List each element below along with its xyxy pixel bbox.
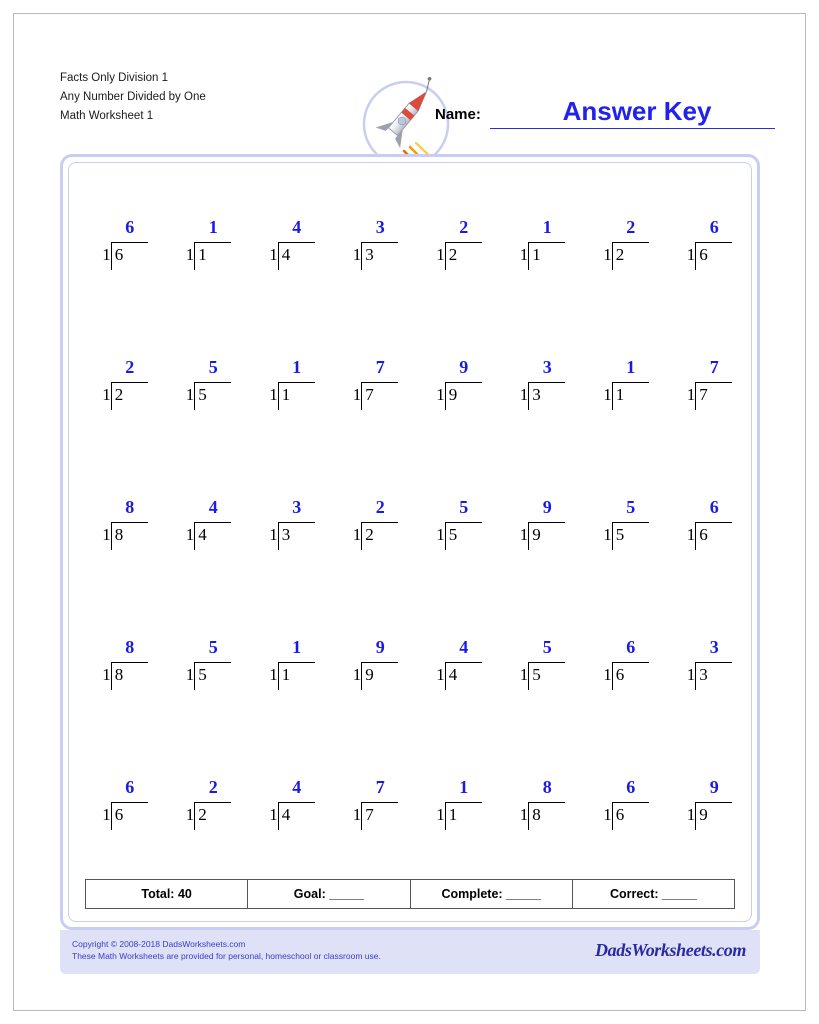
divisor: 1	[686, 805, 696, 824]
division-bar-icon	[612, 382, 649, 383]
divisor: 1	[185, 665, 195, 684]
long-division-bracket	[259, 777, 317, 839]
dividend: 3	[365, 245, 374, 264]
division-bar-icon	[445, 242, 482, 243]
division-bracket-icon	[361, 662, 362, 690]
division-bar-icon	[695, 522, 732, 523]
quotient-answer: 5	[542, 637, 552, 657]
division-bracket-icon	[612, 802, 613, 830]
divisor: 1	[603, 525, 612, 544]
division-bar-icon	[528, 802, 565, 803]
dividend: 7	[699, 385, 708, 404]
quotient-answer: 6	[125, 217, 135, 237]
division-bar-icon	[445, 802, 482, 803]
division-problem	[664, 207, 748, 347]
division-bar-icon	[612, 662, 649, 663]
division-bracket-icon	[445, 382, 446, 410]
quotient-answer: 1	[208, 217, 218, 237]
division-bracket-icon	[111, 802, 112, 830]
division-bracket-icon	[445, 242, 446, 270]
brand-logo: DadsWorksheets.com	[595, 940, 746, 960]
divisor: 1	[352, 665, 362, 684]
divisor: 1	[686, 245, 696, 264]
quotient-answer: 9	[542, 497, 552, 517]
long-division-bracket	[92, 497, 150, 559]
dividend: 5	[615, 525, 625, 544]
division-problem	[580, 487, 664, 627]
quotient-answer: 6	[709, 217, 719, 237]
long-division-bracket	[593, 217, 651, 279]
division-problem	[330, 207, 414, 347]
divisor: 1	[269, 385, 278, 404]
quotient-answer: 1	[292, 357, 302, 377]
dividend: 2	[198, 805, 207, 824]
long-division-bracket	[509, 497, 567, 559]
division-problem	[330, 627, 414, 767]
division-bar-icon	[612, 522, 649, 523]
long-division-bracket	[175, 357, 233, 419]
division-problem	[246, 347, 330, 487]
quotient-answer: 4	[292, 777, 302, 797]
divisor: 1	[102, 525, 111, 544]
division-bar-icon	[361, 382, 398, 383]
long-division-bracket	[509, 637, 567, 699]
long-division-bracket	[92, 637, 150, 699]
quotient-answer: 7	[375, 357, 385, 377]
long-division-bracket	[342, 217, 400, 279]
quotient-answer: 6	[626, 637, 636, 657]
dividend: 2	[365, 525, 374, 544]
divisor: 1	[185, 805, 195, 824]
division-bar-icon	[695, 242, 732, 243]
copyright-line-2: These Math Worksheets are provided for personal, homeschool or classroom use.	[72, 951, 381, 961]
answer-key-title: Answer Key	[562, 96, 712, 126]
quotient-answer: 2	[459, 217, 469, 237]
dividend: 8	[114, 665, 124, 684]
division-bracket-icon	[528, 382, 529, 410]
long-division-bracket	[509, 217, 567, 279]
quotient-answer: 5	[459, 497, 469, 517]
division-bar-icon	[194, 662, 231, 663]
divisor: 1	[102, 805, 111, 824]
long-division-bracket	[92, 217, 150, 279]
long-division-bracket	[676, 637, 734, 699]
division-bar-icon	[528, 242, 565, 243]
division-problem	[79, 347, 163, 487]
division-bar-icon	[111, 802, 148, 803]
division-bar-icon	[612, 242, 649, 243]
long-division-bracket	[92, 357, 150, 419]
quotient-answer: 4	[292, 217, 302, 237]
divisor: 1	[436, 385, 445, 404]
dividend: 8	[532, 805, 541, 824]
long-division-bracket	[593, 497, 651, 559]
long-division-bracket	[175, 777, 233, 839]
long-division-bracket	[259, 357, 317, 419]
quotient-answer: 7	[375, 777, 385, 797]
division-bracket-icon	[528, 802, 529, 830]
long-division-bracket	[259, 497, 317, 559]
division-problem	[246, 487, 330, 627]
division-problem	[163, 207, 247, 347]
divisor: 1	[603, 385, 612, 404]
quotient-answer: 2	[125, 357, 135, 377]
division-problem	[497, 207, 581, 347]
divisor: 1	[686, 385, 696, 404]
problems-frame	[60, 154, 760, 930]
division-bar-icon	[528, 522, 565, 523]
division-bracket-icon	[361, 242, 362, 270]
quotient-answer: 3	[292, 497, 302, 517]
long-division-bracket	[175, 637, 233, 699]
dividend: 2	[448, 245, 458, 264]
divisor: 1	[352, 385, 362, 404]
dividend: 2	[615, 245, 625, 264]
division-bar-icon	[278, 662, 315, 663]
divisor: 1	[436, 245, 445, 264]
quotient-answer: 2	[208, 777, 218, 797]
quotient-answer: 4	[208, 497, 218, 517]
division-bracket-icon	[528, 242, 529, 270]
dividend: 5	[198, 665, 207, 684]
division-problem	[246, 627, 330, 767]
division-problem	[664, 487, 748, 627]
quotient-answer: 2	[626, 217, 636, 237]
division-problem	[163, 627, 247, 767]
division-bar-icon	[278, 242, 315, 243]
worksheet-footer	[60, 930, 760, 974]
division-bar-icon	[278, 522, 315, 523]
division-bracket-icon	[194, 242, 195, 270]
division-problem	[580, 207, 664, 347]
dividend: 9	[448, 385, 458, 404]
dividend: 5	[198, 385, 207, 404]
dividend: 3	[281, 525, 291, 544]
long-division-bracket	[426, 777, 484, 839]
score-complete[interactable]: Complete: _____	[411, 880, 573, 908]
dividend: 5	[448, 525, 458, 544]
division-problem	[580, 347, 664, 487]
long-division-bracket	[259, 637, 317, 699]
meta-line-subtitle: Any Number Divided by One	[60, 91, 206, 103]
division-bar-icon	[111, 522, 148, 523]
division-bar-icon	[194, 802, 231, 803]
quotient-answer: 6	[709, 497, 719, 517]
problems-grid	[79, 207, 747, 907]
division-bracket-icon	[695, 242, 696, 270]
dividend: 1	[281, 385, 291, 404]
dividend: 3	[532, 385, 541, 404]
quotient-answer: 9	[459, 357, 469, 377]
division-bar-icon	[445, 382, 482, 383]
copyright-text	[72, 938, 381, 962]
division-problem	[79, 627, 163, 767]
dividend: 2	[114, 385, 124, 404]
divisor: 1	[519, 665, 529, 684]
dividend: 4	[448, 665, 458, 684]
division-bar-icon	[695, 662, 732, 663]
quotient-answer: 3	[709, 637, 719, 657]
dividend: 6	[699, 245, 708, 264]
dividend: 9	[365, 665, 374, 684]
division-problem	[163, 347, 247, 487]
quotient-answer: 1	[459, 777, 469, 797]
long-division-bracket	[342, 777, 400, 839]
long-division-bracket	[593, 777, 651, 839]
divisor: 1	[269, 525, 278, 544]
worksheet-header	[14, 14, 805, 144]
divisor: 1	[686, 525, 696, 544]
score-correct[interactable]: Correct: _____	[609, 887, 697, 901]
divisor: 1	[352, 805, 362, 824]
long-division-bracket	[175, 217, 233, 279]
quotient-answer: 8	[125, 637, 135, 657]
division-bracket-icon	[194, 802, 195, 830]
dividend: 8	[114, 525, 124, 544]
division-bar-icon	[194, 242, 231, 243]
quotient-answer: 5	[626, 497, 636, 517]
long-division-bracket	[259, 217, 317, 279]
divisor: 1	[352, 525, 362, 544]
name-label: Name:	[435, 106, 481, 123]
divisor: 1	[436, 805, 445, 824]
division-bar-icon	[528, 382, 565, 383]
quotient-answer: 6	[125, 777, 135, 797]
division-bar-icon	[528, 662, 565, 663]
dividend: 9	[699, 805, 708, 824]
divisor: 1	[185, 385, 195, 404]
dividend: 6	[114, 805, 124, 824]
dividend: 1	[448, 805, 458, 824]
divisor: 1	[519, 385, 529, 404]
dividend: 6	[615, 805, 625, 824]
name-input-rule[interactable]	[490, 128, 775, 129]
divisor: 1	[102, 385, 111, 404]
long-division-bracket	[509, 777, 567, 839]
division-problem	[664, 627, 748, 767]
division-bracket-icon	[194, 662, 195, 690]
quotient-answer: 9	[375, 637, 385, 657]
dividend: 7	[365, 385, 374, 404]
division-bar-icon	[695, 382, 732, 383]
division-bar-icon	[695, 802, 732, 803]
quotient-answer: 3	[375, 217, 385, 237]
quotient-answer: 5	[208, 637, 218, 657]
divisor: 1	[352, 245, 362, 264]
division-bar-icon	[612, 802, 649, 803]
division-bar-icon	[361, 802, 398, 803]
division-bar-icon	[445, 662, 482, 663]
divisor: 1	[603, 805, 612, 824]
divisor: 1	[185, 245, 195, 264]
division-problem	[413, 487, 497, 627]
division-problem	[163, 487, 247, 627]
divisor: 1	[436, 525, 445, 544]
division-problem	[79, 207, 163, 347]
dividend: 4	[281, 805, 291, 824]
quotient-answer: 8	[125, 497, 135, 517]
division-bracket-icon	[445, 662, 446, 690]
division-bracket-icon	[528, 522, 529, 550]
divisor: 1	[436, 665, 445, 684]
division-problem	[79, 487, 163, 627]
divisor: 1	[102, 245, 111, 264]
divisor: 1	[269, 245, 278, 264]
divisor: 1	[519, 805, 529, 824]
quotient-answer: 6	[626, 777, 636, 797]
dividend: 1	[281, 665, 291, 684]
divisor: 1	[519, 525, 529, 544]
division-bracket-icon	[612, 242, 613, 270]
quotient-answer: 8	[542, 777, 552, 797]
long-division-bracket	[175, 497, 233, 559]
division-bracket-icon	[194, 522, 195, 550]
division-bar-icon	[361, 522, 398, 523]
division-bar-icon	[111, 242, 148, 243]
division-bracket-icon	[111, 662, 112, 690]
division-bracket-icon	[278, 382, 279, 410]
divisor: 1	[102, 665, 111, 684]
divisor: 1	[269, 665, 278, 684]
division-bracket-icon	[445, 802, 446, 830]
division-bracket-icon	[695, 802, 696, 830]
dividend: 5	[532, 665, 541, 684]
long-division-bracket	[426, 637, 484, 699]
long-division-bracket	[593, 357, 651, 419]
division-bracket-icon	[695, 382, 696, 410]
divisor: 1	[519, 245, 529, 264]
dividend: 3	[699, 665, 708, 684]
division-bracket-icon	[612, 522, 613, 550]
long-division-bracket	[676, 497, 734, 559]
division-bracket-icon	[111, 382, 112, 410]
long-division-bracket	[676, 777, 734, 839]
division-bracket-icon	[361, 382, 362, 410]
divisor: 1	[269, 805, 278, 824]
meta-line-worksheet-number: Math Worksheet 1	[60, 110, 154, 122]
quotient-answer: 3	[542, 357, 552, 377]
division-problem	[413, 347, 497, 487]
copyright-line-1: Copyright © 2008-2018 DadsWorksheets.com	[72, 939, 246, 949]
division-bracket-icon	[278, 242, 279, 270]
dividend: 7	[365, 805, 374, 824]
long-division-bracket	[593, 637, 651, 699]
dividend: 6	[114, 245, 124, 264]
meta-line-title: Facts Only Division 1	[60, 72, 169, 84]
score-goal[interactable]: Goal: _____	[248, 880, 410, 908]
division-bracket-icon	[361, 522, 362, 550]
long-division-bracket	[509, 357, 567, 419]
division-problem	[497, 487, 581, 627]
long-division-bracket	[342, 637, 400, 699]
long-division-bracket	[676, 357, 734, 419]
quotient-answer: 1	[626, 357, 636, 377]
dividend: 1	[532, 245, 541, 264]
division-bar-icon	[361, 242, 398, 243]
divisor: 1	[603, 245, 612, 264]
division-bar-icon	[278, 382, 315, 383]
quotient-answer: 4	[459, 637, 469, 657]
division-problem	[246, 207, 330, 347]
score-total: Total: 40	[86, 880, 248, 908]
division-bracket-icon	[111, 242, 112, 270]
long-division-bracket	[676, 217, 734, 279]
dividend: 1	[198, 245, 207, 264]
division-bracket-icon	[612, 382, 613, 410]
dividend: 6	[699, 525, 708, 544]
division-problem	[413, 207, 497, 347]
division-bracket-icon	[278, 522, 279, 550]
division-bracket-icon	[194, 382, 195, 410]
score-box	[85, 879, 735, 909]
division-bracket-icon	[528, 662, 529, 690]
long-division-bracket	[92, 777, 150, 839]
division-bracket-icon	[695, 522, 696, 550]
division-bracket-icon	[278, 802, 279, 830]
division-problem	[413, 627, 497, 767]
division-problem	[497, 627, 581, 767]
divisor: 1	[185, 525, 195, 544]
divisor: 1	[686, 665, 696, 684]
quotient-answer: 1	[292, 637, 302, 657]
division-bracket-icon	[445, 522, 446, 550]
dividend: 4	[198, 525, 207, 544]
quotient-answer: 9	[709, 777, 719, 797]
quotient-answer: 2	[375, 497, 385, 517]
quotient-answer: 7	[709, 357, 719, 377]
division-problem	[664, 347, 748, 487]
divisor: 1	[603, 665, 612, 684]
division-bar-icon	[445, 522, 482, 523]
worksheet-meta	[60, 69, 206, 126]
dividend: 9	[532, 525, 541, 544]
division-bracket-icon	[695, 662, 696, 690]
quotient-answer: 1	[542, 217, 552, 237]
long-division-bracket	[426, 217, 484, 279]
division-bracket-icon	[612, 662, 613, 690]
division-problem	[330, 347, 414, 487]
division-bar-icon	[194, 382, 231, 383]
name-field-block	[435, 98, 775, 138]
dividend: 6	[615, 665, 625, 684]
dividend: 1	[615, 385, 625, 404]
division-bar-icon	[111, 662, 148, 663]
division-problem	[330, 487, 414, 627]
quotient-answer: 5	[208, 357, 218, 377]
division-bar-icon	[194, 522, 231, 523]
division-bar-icon	[111, 382, 148, 383]
long-division-bracket	[342, 497, 400, 559]
division-problem	[580, 627, 664, 767]
long-division-bracket	[426, 497, 484, 559]
long-division-bracket	[342, 357, 400, 419]
division-bar-icon	[361, 662, 398, 663]
division-bracket-icon	[111, 522, 112, 550]
worksheet-sheet	[13, 13, 806, 1011]
long-division-bracket	[426, 357, 484, 419]
division-bracket-icon	[278, 662, 279, 690]
division-bar-icon	[278, 802, 315, 803]
division-problem	[497, 347, 581, 487]
division-bracket-icon	[361, 802, 362, 830]
dividend: 4	[281, 245, 291, 264]
